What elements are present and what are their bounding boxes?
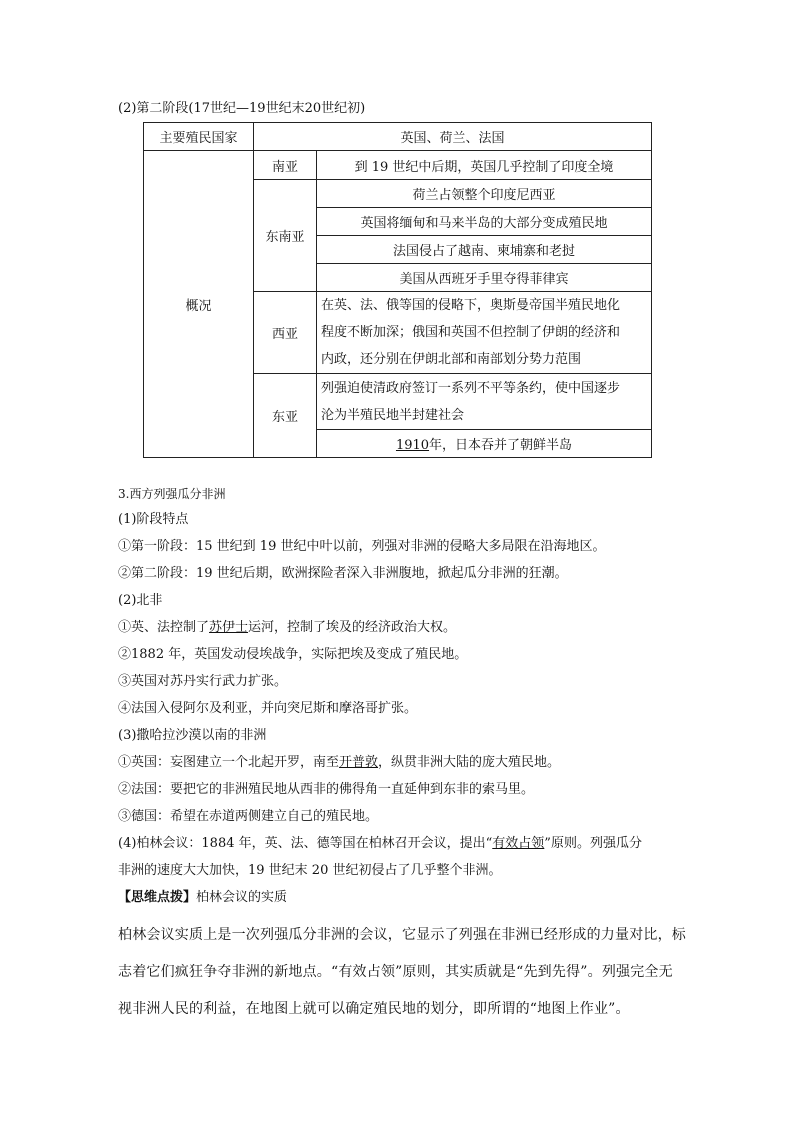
subsection-title: (3)撒哈拉沙漠以南的非洲 [118, 728, 267, 743]
underlined-term: 苏伊士 [209, 620, 249, 635]
text-span: ，纵贯非洲大陆的庞大殖民地。 [378, 755, 561, 770]
text-span: (4)柏林会议：1884 年，英、法、德等国在柏林召开会议，提出“ [118, 836, 493, 851]
paragraph-line: 视非洲人民的利益，在地图上就可以确定殖民地的划分，即所谓的“地图上作业”。 [118, 1001, 630, 1017]
text-line: 列强迫使清政府签订一系列不平等条约，使中国逐步 [321, 380, 621, 396]
stage-two-heading: (2)第二阶段(17世纪—19世纪末20世纪初) [118, 101, 366, 116]
table-header-row [144, 123, 652, 151]
text-line: 内政，还分别在伊朗北部和南部划分势力范围 [321, 352, 582, 367]
underlined-term: 开普敦 [339, 755, 379, 770]
overview-label: 概况 [144, 151, 254, 458]
list-item: ②1882 年，英国发动侵埃战争，实际把埃及变成了殖民地。 [118, 647, 468, 662]
text-span: 年，日本吞并了朝鲜半岛 [429, 438, 573, 453]
text-span: ①英、法控制了 [118, 620, 210, 635]
underlined-term: 有效占领 [492, 836, 545, 851]
table-cell: 美国从西班牙手里夺得菲律宾 [317, 264, 652, 292]
subsection-title: (2)北非 [118, 593, 163, 608]
section-three [118, 481, 688, 508]
region-southeast-asia: 东南亚 [254, 180, 317, 292]
text-span: ①英国：妄图建立一个北起开罗，南至 [118, 755, 340, 770]
list-item [118, 749, 688, 776]
region-south-asia: 南亚 [254, 151, 317, 180]
tip-title: 柏林会议的实质 [196, 890, 288, 905]
header-countries: 英国、荷兰、法国 [254, 123, 652, 151]
table-cell: 英国将缅甸和马来半岛的大部分变成殖民地 [317, 208, 652, 236]
paragraph-line [118, 830, 688, 857]
text-line: 在英、法、俄等国的侵略下，奥斯曼帝国半殖民地化 [321, 298, 621, 313]
text-line: 程度不断加深；俄国和英国不但控制了伊朗的经济和 [321, 325, 621, 340]
paragraph-line: 志着它们疯狂争夺非洲的新地点。“有效占领”原则，其实质就是“先到先得”。列强完全无 [118, 964, 673, 980]
table-cell [317, 430, 652, 458]
section-title: 3.西方列强瓜分非洲 [118, 487, 226, 501]
table-cell: 法国侵占了越南、柬埔寨和老挝 [317, 236, 652, 264]
text-span: 运河，控制了埃及的经济政治大权。 [248, 620, 457, 635]
tip-paragraph [118, 917, 688, 1028]
tip-label: 【思维点拨】 [118, 890, 197, 905]
list-item: ③英国对苏丹实行武力扩张。 [118, 674, 288, 689]
table-row [144, 151, 652, 180]
paragraph-line: 柏林会议实质上是一次列强瓜分非洲的会议，它显示了列强在非洲已经形成的力量对比，标 [118, 927, 686, 943]
table-cell: 到 19 世纪中后期，英国几乎控制了印度全境 [317, 151, 652, 180]
colonial-table [143, 122, 652, 458]
underlined-year: 1910 [395, 438, 430, 453]
region-east-asia: 东亚 [254, 374, 317, 458]
list-item: ④法国入侵阿尔及利亚，并向突尼斯和摩洛哥扩张。 [118, 701, 418, 716]
header-label: 主要殖民国家 [144, 123, 254, 151]
list-item [118, 614, 688, 641]
table-cell-multiline [317, 292, 652, 374]
table-cell-multiline [317, 374, 652, 430]
section-body [118, 506, 688, 911]
text-span: ”原则。列强瓜分 [544, 836, 642, 851]
list-item: ②第二阶段：19 世纪后期，欧洲探险者深入非洲腹地，掀起瓜分非洲的狂潮。 [118, 566, 568, 581]
table-cell: 荷兰占领整个印度尼西亚 [317, 180, 652, 208]
region-west-asia: 西亚 [254, 292, 317, 374]
paragraph-line: 非洲的速度大大加快，19 世纪末 20 世纪初侵占了几乎整个非洲。 [118, 863, 502, 878]
list-item: ③德国：希望在赤道两侧建立自己的殖民地。 [118, 809, 379, 824]
list-item: ②法国：要把它的非洲殖民地从西非的佛得角一直延伸到东非的索马里。 [118, 782, 535, 797]
subsection-title: (1)阶段特点 [118, 512, 189, 527]
text-line: 沦为半殖民地半封建社会 [321, 407, 465, 423]
list-item: ①第一阶段：15 世纪到 19 世纪中叶以前，列强对非洲的侵略大多局限在沿海地区。 [118, 539, 606, 554]
tip-heading [118, 884, 688, 911]
